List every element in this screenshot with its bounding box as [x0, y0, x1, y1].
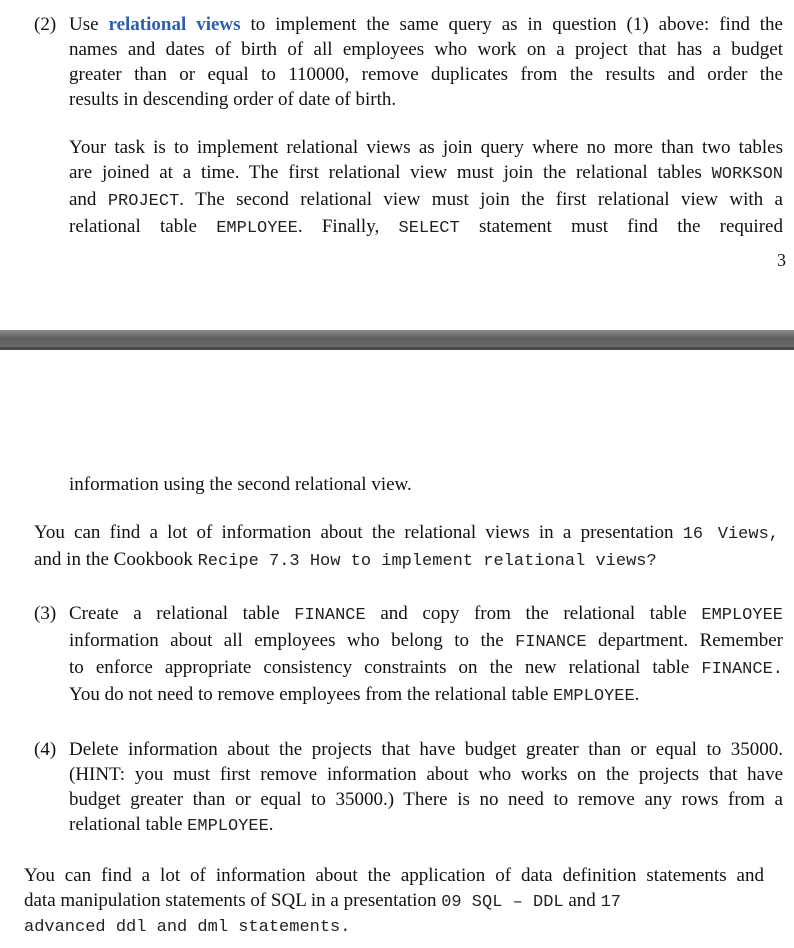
- code-employee: EMPLOYEE: [553, 687, 635, 706]
- code-recipe-7-3: Recipe 7.3 How to implement relational views?: [197, 552, 657, 571]
- code-finance: FINANCE: [294, 606, 366, 625]
- question-2-task-paragraph: [69, 135, 783, 241]
- question-3-paragraph: [69, 601, 783, 709]
- code-project: PROJECT: [107, 192, 180, 211]
- text: to enforce appropriate consistency constraints on the new relational table: [69, 657, 702, 678]
- text: Create a relational table: [69, 603, 295, 624]
- text: statement must find the required: [459, 216, 783, 237]
- relational-views-highlight: relational views: [108, 14, 241, 35]
- question-2-paragraph: [69, 12, 783, 112]
- code-09-sql-ddl: 09 SQL – DDL: [441, 893, 564, 912]
- reference-views-paragraph: [34, 520, 779, 574]
- text: Use: [69, 14, 109, 35]
- text-line: information using the second relational view.: [69, 474, 412, 495]
- text: relational table: [69, 814, 188, 835]
- document-page-top: [0, 0, 794, 330]
- code-employee: EMPLOYEE: [216, 219, 298, 238]
- text: .: [268, 814, 274, 835]
- text: .: [634, 684, 640, 705]
- text-line: greater than or equal to 110000, remove duplicates from the results and order the: [69, 64, 783, 85]
- code-advanced-ddl-dml: advanced ddl and dml statements.: [24, 918, 351, 937]
- page-number: 3: [777, 250, 786, 270]
- text-line: (HINT: you must first remove information about who works on the projects that have: [69, 764, 783, 785]
- question-4-paragraph: [69, 737, 783, 839]
- text-line: results in descending order of date of birth.: [69, 89, 397, 110]
- text: are joined at a time. The first relational view must join the relational tables: [69, 162, 712, 183]
- reference-sql-paragraph: [24, 863, 764, 940]
- text: and: [69, 189, 108, 210]
- text: to implement the same query as in question (1) above: find the: [240, 14, 783, 35]
- text: information about all employees who belong to the: [69, 630, 516, 651]
- text: relational table: [69, 216, 217, 237]
- code-16-views: 16 Views,: [682, 525, 779, 544]
- text: and in the Cookbook: [34, 549, 198, 570]
- page-break-divider: [0, 330, 794, 350]
- text: . Finally,: [297, 216, 399, 237]
- code-finance: FINANCE.: [701, 660, 783, 679]
- code-17: 17: [600, 893, 621, 912]
- text-line: budget greater than or equal to 35000.) There is no need to remove any rows from a: [69, 789, 783, 810]
- question-2-number: (2): [34, 14, 57, 35]
- text-line: Delete information about the projects that have budget greater than or equal to 35000.: [69, 739, 783, 760]
- text: You do not need to remove employees from the relational table: [69, 684, 554, 705]
- code-finance: FINANCE: [515, 633, 587, 652]
- text-line: You can find a lot of information about the application of data definition statements and: [24, 865, 764, 886]
- text: . The second relational view must join the first relational view with a: [179, 189, 783, 210]
- question-3-number: (3): [34, 603, 57, 624]
- text: data manipulation statements of SQL in a presentation: [24, 890, 442, 911]
- text-line: Your task is to implement relational views as join query where no more than two tables: [69, 137, 783, 158]
- question-2-continuation: [69, 472, 783, 497]
- text: and copy from the relational table: [365, 603, 702, 624]
- text: and: [563, 890, 601, 911]
- text: department. Remember: [586, 630, 783, 651]
- text: You can find a lot of information about the relational views in a presentation: [34, 522, 683, 543]
- code-workson: WORKSON: [711, 165, 783, 184]
- text-line: names and dates of birth of all employees who work on a project that has a budget: [69, 39, 783, 60]
- document-page-bottom: [0, 350, 794, 948]
- code-select: SELECT: [398, 219, 460, 238]
- question-4-number: (4): [34, 739, 57, 760]
- code-employee: EMPLOYEE: [701, 606, 783, 625]
- code-employee: EMPLOYEE: [187, 817, 269, 836]
